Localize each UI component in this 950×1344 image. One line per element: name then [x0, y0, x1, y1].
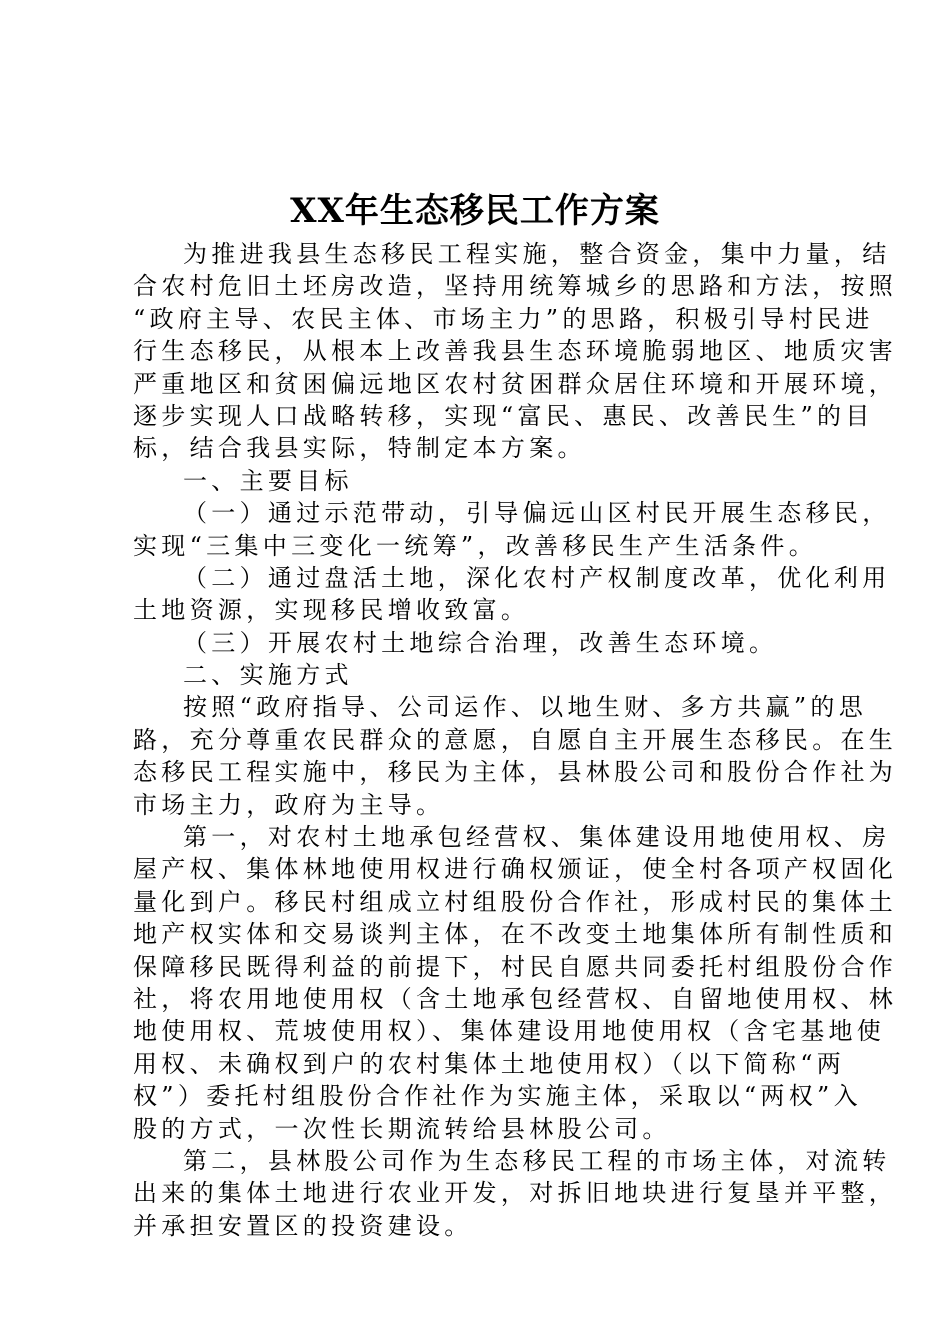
text-line: 按照“政府指导、公司运作、以地生财、多方共赢”的思 — [183, 693, 868, 722]
text-line: 地产权实体和交易谈判主体，在不改变土地集体所有制性质和 — [133, 920, 898, 949]
text-line: 为推进我县生态移民工程实施，整合资金，集中力量，结 — [183, 240, 891, 268]
text-line: 并承担安置区的投资建设。 — [133, 1211, 473, 1240]
document-body — [133, 238, 898, 1242]
text-line: 标，结合我县实际，特制定本方案。 — [133, 434, 586, 463]
text-line: 量化到户。移民村组成立村组股份合作社，形成村民的集体土 — [133, 887, 898, 916]
text-line: 二、实施方式 — [183, 661, 353, 690]
text-line: 第二，县林股公司作为生态移民工程的市场主体，对流转 — [183, 1146, 891, 1175]
text-line: 态移民工程实施中，移民为主体，县林股公司和股份合作社为 — [133, 758, 898, 787]
text-line: 土地资源，实现移民增收致富。 — [133, 596, 530, 625]
text-line: 实现“三集中三变化一统筹”，改善移民生产生活条件。 — [133, 531, 818, 560]
text-line: 第一，对农村土地承包经营权、集体建设用地使用权、房 — [183, 823, 891, 852]
text-line: 股的方式，一次性长期流转给县林股公司。 — [133, 1114, 671, 1143]
text-line: 地使用权、荒坡使用权）、集体建设用地使用权（含宅基地使 — [133, 1017, 886, 1046]
text-line: （一）通过示范带动，引导偏远山区村民开展生态移民， — [183, 499, 891, 528]
text-line: 市场主力，政府为主导。 — [133, 790, 445, 819]
document-title: XX年生态移民工作方案 — [290, 191, 660, 231]
text-line: 逐步实现人口战略转移，实现“富民、惠民、改善民生”的目 — [133, 401, 874, 430]
text-line: 合农村危旧土坯房改造，坚持用统筹城乡的思路和方法，按照 — [133, 272, 898, 301]
text-line: （二）通过盘活土地，深化农村产权制度改革，优化利用 — [183, 563, 891, 592]
text-line: 屋产权、集体林地使用权进行确权颁证，使全村各项产权固化 — [133, 855, 898, 884]
text-line: 权”）委托村组股份合作社作为实施主体，采取以“两权”入 — [133, 1082, 862, 1111]
text-line: 路，充分尊重农民群众的意愿，自愿自主开展生态移民。在生 — [133, 725, 898, 754]
text-line: （三）开展农村土地综合治理，改善生态环境。 — [183, 628, 778, 657]
text-line: 用权、未确权到户的农村集体土地使用权）（以下简称“两 — [133, 1049, 846, 1078]
text-line: 行生态移民，从根本上改善我县生态环境脆弱地区、地质灾害 — [133, 337, 898, 366]
text-line: 出来的集体土地进行农业开发，对拆旧地块进行复垦并平整， — [133, 1179, 898, 1208]
text-line: 一、主要目标 — [183, 466, 353, 495]
text-line: 社，将农用地使用权（含土地承包经营权、自留地使用权、林 — [133, 984, 898, 1013]
text-line: “政府主导、农民主体、市场主力”的思路，积极引导村民进 — [133, 304, 874, 333]
text-line: 严重地区和贫困偏远地区农村贫困群众居住环境和开展环境， — [133, 369, 898, 398]
text-line: 保障移民既得利益的前提下，村民自愿共同委托村组股份合作 — [133, 952, 898, 981]
